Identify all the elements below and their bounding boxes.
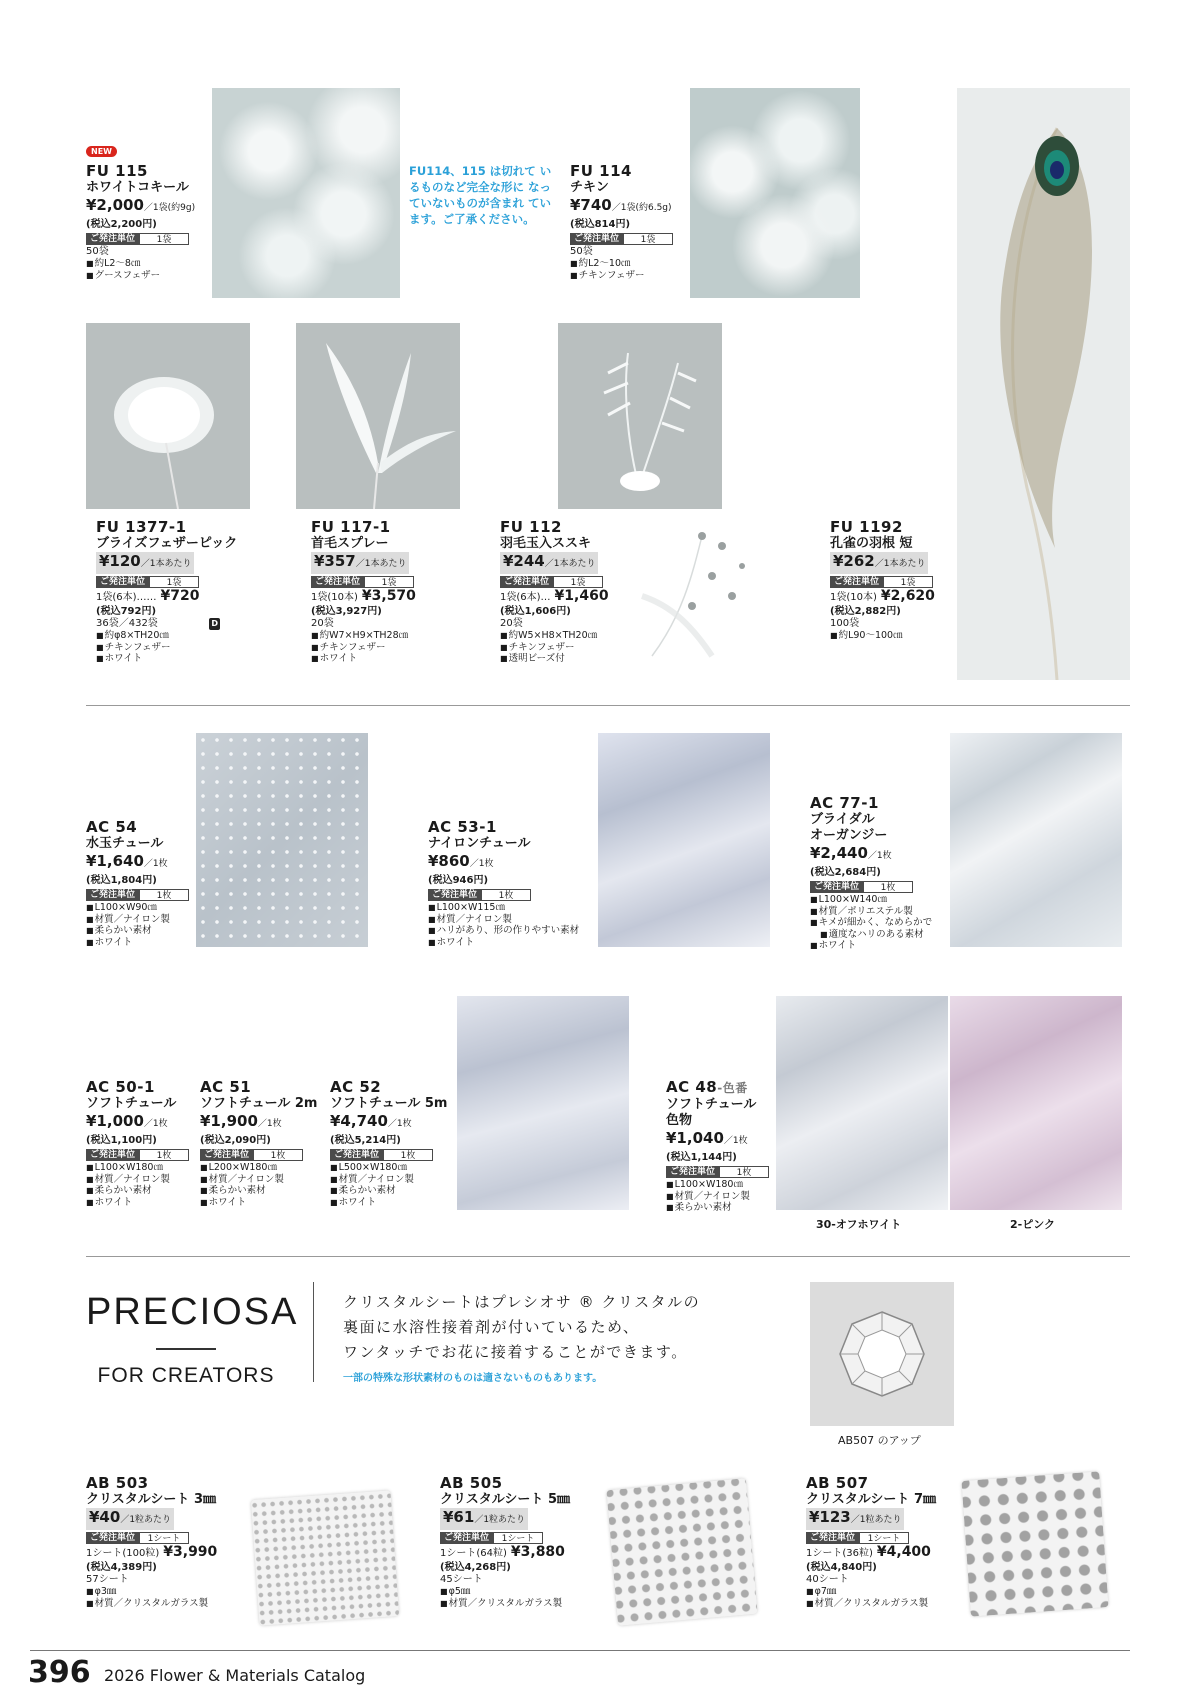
product-code: AB 503 <box>86 1474 149 1492</box>
order-unit: ご発注単位 1枚 <box>428 889 598 901</box>
spec-item: ■ L200×W180㎝ <box>200 1162 325 1174</box>
order-unit: ご発注単位 1枚 <box>666 1166 776 1178</box>
tax-price: (税込4,268円) <box>440 1562 511 1573</box>
pack-qty: 20袋 <box>500 618 523 629</box>
product-name: ソフトチュール <box>666 1097 757 1112</box>
photo-bridal-feather-pick <box>86 323 250 509</box>
spec-item: ■ 柔らかい素材 <box>86 925 196 937</box>
bulk-price: 1シート(100粒) ¥3,990 <box>86 1544 218 1560</box>
spec-item: ■ L100×W180㎝ <box>86 1162 196 1174</box>
tax-price: (税込2,090円) <box>200 1135 271 1146</box>
bulk-price: 1袋(6本)… ¥1,460 <box>500 588 609 604</box>
product-ac52 <box>330 1078 455 1208</box>
spec-item: ■ ホワイト <box>311 653 461 665</box>
product-ab507 <box>806 1474 966 1609</box>
order-unit: ご発注単位 1袋 <box>96 576 246 588</box>
new-badge: NEW <box>86 146 117 157</box>
spec-item: ■ 約W7×H9×TH28㎝ <box>311 630 461 642</box>
photo-nylon-tulle <box>598 733 770 947</box>
photo-soft-tulle <box>457 996 629 1210</box>
preciosa-vertical-rule <box>313 1282 314 1382</box>
catalog-title: 2026 Flower & Materials Catalog <box>104 1666 366 1685</box>
order-unit: ご発注単位 1シート <box>86 1532 246 1544</box>
spec-item: ■ ホワイト <box>428 937 598 949</box>
description-line: クリスタルシートはプレシオサ ® クリスタルの <box>343 1293 701 1311</box>
pack-qty: 20袋 <box>311 618 334 629</box>
spec-item: ■ チキンフェザー <box>570 270 680 282</box>
product-price: ¥357／1本あたり <box>311 552 461 574</box>
spec-item: ■ 材質／クリスタルガラス製 <box>440 1598 600 1610</box>
product-code: AB 507 <box>806 1474 869 1492</box>
product-name: 羽毛玉入ススキ <box>500 536 592 551</box>
photo-crystal-closeup <box>810 1282 954 1426</box>
product-code: FU 1192 <box>830 518 903 536</box>
photo-dot-tulle <box>196 733 368 947</box>
product-fu117 <box>311 518 461 665</box>
footer-divider <box>30 1650 1130 1651</box>
spec-item: ■ 適度なハリのある素材 <box>810 929 950 941</box>
tax-price: (税込3,927円) <box>311 606 382 617</box>
crystal-closeup-caption: AB507 のアップ <box>838 1434 921 1447</box>
product-code: AC 52 <box>330 1078 382 1096</box>
feather-spray-icon <box>296 323 460 509</box>
logo-rule <box>156 1348 216 1350</box>
product-name-line2: 色物 <box>666 1113 693 1128</box>
spec-item: ■ L100×W90㎝ <box>86 902 196 914</box>
photo-crystal-sheet-7mm <box>961 1471 1108 1616</box>
bulk-price: 1シート(36粒) ¥4,400 <box>806 1544 931 1560</box>
spec-item: ■ L500×W180㎝ <box>330 1162 455 1174</box>
bulk-price: 1袋(6本)…… ¥720 <box>96 588 200 604</box>
description-line: ワンタッチでお花に接着することができます。 <box>343 1343 688 1361</box>
spec-item: ■ 柔らかい素材 <box>666 1202 776 1214</box>
product-ac77 <box>810 794 950 952</box>
pack-qty: 40シート <box>806 1574 849 1585</box>
product-price: ¥2,440／1枚 <box>810 844 892 862</box>
product-code: AC 48-色番 <box>666 1078 748 1096</box>
tax-price: (税込946円) <box>428 875 489 886</box>
color-caption-pink: 2-ピンク <box>1010 1218 1055 1231</box>
spec-item: ■ φ7㎜ <box>806 1586 966 1598</box>
product-code: FU 1377-1 <box>96 518 187 536</box>
spec-item: ■ 材質／ナイロン製 <box>666 1191 776 1203</box>
product-code: AB 505 <box>440 1474 503 1492</box>
spec-item: ■ 柔らかい素材 <box>86 1185 196 1197</box>
product-name: ソフトチュール 5m <box>330 1096 448 1111</box>
product-fu112 <box>500 518 630 665</box>
spec-item: ■ 材質／ナイロン製 <box>428 914 598 926</box>
pack-qty: 50袋 <box>570 246 593 257</box>
spec-item: ■ L100×W140㎝ <box>810 894 950 906</box>
peacock-feather-icon <box>957 88 1130 680</box>
product-fu115 <box>86 162 206 281</box>
product-name: ソフトチュール 2m <box>200 1096 318 1111</box>
product-name: クリスタルシート 7㎜ <box>806 1492 936 1507</box>
photo-tulle-pink <box>950 996 1122 1210</box>
product-price: ¥262／1本あたり <box>830 552 955 574</box>
product-price: ¥4,740／1枚 <box>330 1112 412 1130</box>
tax-price: (税込4,389円) <box>86 1562 157 1573</box>
page-number: 396 <box>28 1655 91 1690</box>
bulk-price: 1袋(10本) ¥2,620 <box>830 588 935 604</box>
product-ac48 <box>666 1078 776 1214</box>
product-price: ¥123／1粒あたり <box>806 1508 966 1530</box>
pack-qty: 57シート <box>86 1574 129 1585</box>
product-price: ¥1,040／1枚 <box>666 1129 748 1147</box>
spec-item: ■ 透明ビーズ付 <box>500 653 630 665</box>
spec-item: ■ 材質／ナイロン製 <box>86 1174 196 1186</box>
product-price: ¥1,640／1枚 <box>86 852 168 870</box>
order-unit: ご発注単位 1袋 <box>500 576 630 588</box>
crystal-icon <box>810 1282 954 1426</box>
bulk-price: 1シート(64粒) ¥3,880 <box>440 1544 565 1560</box>
bulk-price: 1袋(10本) ¥3,570 <box>311 588 416 604</box>
product-name: ホワイトコキール <box>86 180 189 195</box>
spec-item: ■ 約W5×H8×TH20㎝ <box>500 630 630 642</box>
photo-white-feathers <box>212 88 400 298</box>
photo-crystal-sheet-5mm <box>606 1478 757 1626</box>
spec-item: ■ チキンフェザー <box>500 642 630 654</box>
product-price: ¥244／1本あたり <box>500 552 630 574</box>
spec-item: ■ ホワイト <box>330 1197 455 1209</box>
product-code: FU 115 <box>86 162 148 180</box>
tax-price: (税込1,606円) <box>500 606 571 617</box>
tax-price: (税込814円) <box>570 219 631 230</box>
feather-note: FU114、115 は切れて いるものなど完全な形に なっていないものが含まれ ています。ご了承ください。 <box>409 164 552 226</box>
product-code: AC 53-1 <box>428 818 497 836</box>
product-name: 水玉チュール <box>86 836 164 851</box>
product-name: ブライズフェザーピック <box>96 536 238 551</box>
tax-price: (税込2,882円) <box>830 606 901 617</box>
spec-item: ■ 材質／クリスタルガラス製 <box>806 1598 966 1610</box>
feather-pick-icon <box>86 323 250 509</box>
product-ac51 <box>200 1078 325 1208</box>
product-price: ¥1,000／1枚 <box>86 1112 168 1130</box>
product-name: クリスタルシート 3㎜ <box>86 1492 216 1507</box>
product-code: AC 54 <box>86 818 138 836</box>
spec-item: ■ チキンフェザー <box>311 642 461 654</box>
spec-item: ■ ホワイト <box>86 1197 196 1209</box>
section-divider <box>86 1256 1130 1257</box>
spec-item: ■ 約L2～8㎝ <box>86 258 206 270</box>
pack-qty: 45シート <box>440 1574 483 1585</box>
tax-price: (税込1,804円) <box>86 875 157 886</box>
photo-peacock-feather <box>957 88 1130 680</box>
spec-item: ■ φ5㎜ <box>440 1586 600 1598</box>
spec-item: ■ 約L2～10㎝ <box>570 258 680 270</box>
order-unit: ご発注単位 1シート <box>440 1532 600 1544</box>
tax-price: (税込792円) <box>96 606 157 617</box>
tax-price: (税込5,214円) <box>330 1135 401 1146</box>
pack-qty: 50袋 <box>86 246 109 257</box>
product-price: ¥2,000／1袋(約9g) <box>86 196 196 214</box>
product-price: ¥740／1袋(約6.5g) <box>570 196 672 214</box>
product-ab505 <box>440 1474 600 1609</box>
product-code: FU 114 <box>570 162 632 180</box>
preciosa-note: 一部の特殊な形状素材のものは適さないものもあります。 <box>343 1373 603 1384</box>
description-line: 裏面に水溶性接着剤が付いているため、 <box>343 1318 640 1336</box>
product-code: AC 77-1 <box>810 794 879 812</box>
spec-item: ■ チキンフェザー <box>96 642 246 654</box>
preciosa-logo <box>86 1291 299 1388</box>
susuki-icon <box>558 323 722 509</box>
tax-price: (税込2,200円) <box>86 219 157 230</box>
order-unit: ご発注単位 1枚 <box>86 1149 196 1161</box>
spec-item: ■ 柔らかい素材 <box>200 1185 325 1197</box>
photo-susuki-beads <box>632 516 777 662</box>
spec-item: ■ 約L90～100㎝ <box>830 630 955 642</box>
spec-item: ■ ホワイト <box>96 653 246 665</box>
spec-item: ■ ハリがあり、形の作りやすい素材 <box>428 925 598 937</box>
spec-item: ■ 材質／ナイロン製 <box>86 914 196 926</box>
order-unit: ご発注単位 1袋 <box>830 576 955 588</box>
product-ac50 <box>86 1078 196 1208</box>
order-unit: ご発注単位 1袋 <box>86 233 206 245</box>
photo-crystal-sheet-3mm <box>251 1490 399 1625</box>
tax-price: (税込1,144円) <box>666 1152 737 1163</box>
spec-item: ■ L100×W180㎝ <box>666 1179 776 1191</box>
product-fu1377 <box>96 518 246 665</box>
product-code: FU 117-1 <box>311 518 391 536</box>
spec-item: ■ キメが細かく、なめらかで <box>810 917 950 929</box>
code-suffix: -色番 <box>717 1081 748 1095</box>
product-code: AC 50-1 <box>86 1078 155 1096</box>
photo-chicken-feathers <box>690 88 860 298</box>
product-ab503 <box>86 1474 246 1609</box>
preciosa-logo-text: PRECIOSA <box>86 1291 299 1333</box>
product-name: ナイロンチュール <box>428 836 531 851</box>
product-fu1192 <box>830 518 955 642</box>
product-price: ¥860／1枚 <box>428 852 494 870</box>
product-name: 首毛スプレー <box>311 536 389 551</box>
spec-item: ■ 材質／ナイロン製 <box>200 1174 325 1186</box>
product-name: ブライダル <box>810 812 875 827</box>
spec-item: ■ ホワイト <box>86 937 196 949</box>
order-unit: ご発注単位 1袋 <box>311 576 461 588</box>
spec-item: ■ 柔らかい素材 <box>330 1185 455 1197</box>
spec-item: ■ L100×W115㎝ <box>428 902 598 914</box>
spec-item: ■ 約φ8×TH20㎝ <box>96 630 246 642</box>
section-divider <box>86 705 1130 706</box>
preciosa-description <box>343 1290 763 1384</box>
pack-qty: 36袋／432袋 D <box>96 618 218 629</box>
spec-item: ■ φ3㎜ <box>86 1586 246 1598</box>
product-price: ¥61／1粒あたり <box>440 1508 600 1530</box>
product-price: ¥40／1粒あたり <box>86 1508 246 1530</box>
order-unit: ご発注単位 1枚 <box>200 1149 325 1161</box>
spec-item: ■ ホワイト <box>200 1197 325 1209</box>
beads-icon <box>632 516 777 662</box>
product-code: FU 112 <box>500 518 562 536</box>
tax-price: (税込1,100円) <box>86 1135 157 1146</box>
order-unit: ご発注単位 1枚 <box>86 889 196 901</box>
pack-qty: 100袋 <box>830 618 860 629</box>
product-code: AC 51 <box>200 1078 252 1096</box>
color-caption-off-white: 30-オフホワイト <box>816 1218 902 1231</box>
photo-bridal-organza <box>950 733 1122 947</box>
order-unit: ご発注単位 1袋 <box>570 233 680 245</box>
order-unit: ご発注単位 1枚 <box>810 881 950 893</box>
order-unit: ご発注単位 1シート <box>806 1532 966 1544</box>
product-price: ¥1,900／1枚 <box>200 1112 282 1130</box>
preciosa-sub-text: FOR CREATORS <box>97 1364 275 1387</box>
spec-item: ■ 材質／ナイロン製 <box>330 1174 455 1186</box>
order-unit: ご発注単位 1枚 <box>330 1149 455 1161</box>
spec-item: ■ 材質／クリスタルガラス製 <box>86 1598 246 1610</box>
product-fu114 <box>570 162 680 281</box>
tax-price: (税込4,840円) <box>806 1562 877 1573</box>
product-ac54 <box>86 818 196 948</box>
photo-neck-feather-spray <box>296 323 460 509</box>
product-name: ソフトチュール <box>86 1096 177 1111</box>
tax-price: (税込2,684円) <box>810 867 881 878</box>
product-name: クリスタルシート 5㎜ <box>440 1492 570 1507</box>
product-ac53 <box>428 818 598 948</box>
spec-item: ■ グースフェザー <box>86 270 206 282</box>
product-name: チキン <box>570 180 609 195</box>
spec-item: ■ 材質／ポリエステル製 <box>810 906 950 918</box>
photo-feather-ball-susuki <box>558 323 722 509</box>
product-name: 孔雀の羽根 短 <box>830 536 913 551</box>
product-name-line2: オーガンジー <box>810 828 888 843</box>
spec-item: ■ ホワイト <box>810 940 950 952</box>
d-mark: D <box>211 619 218 628</box>
product-price: ¥120／1本あたり <box>96 552 246 574</box>
photo-tulle-off-white <box>776 996 948 1210</box>
